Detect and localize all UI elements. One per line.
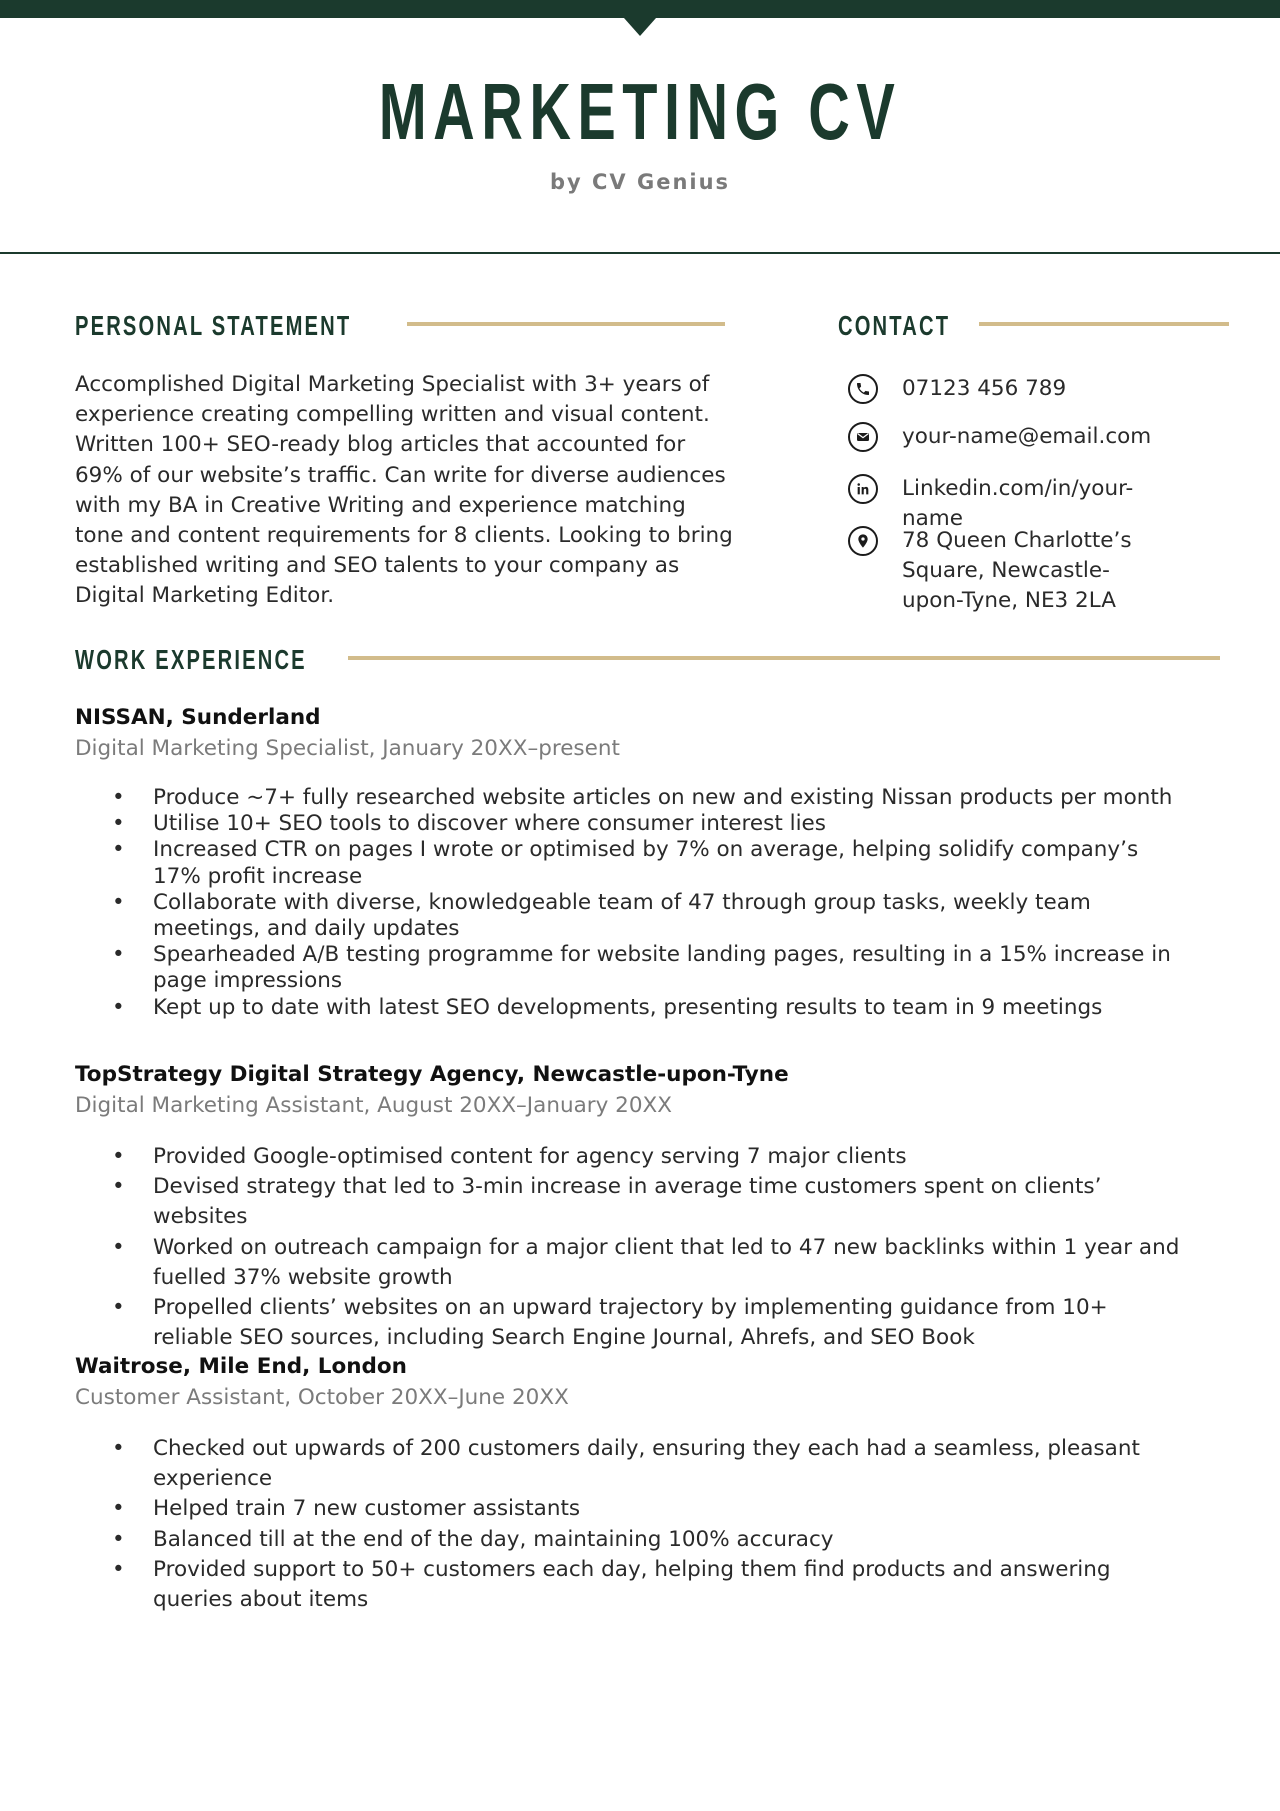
phone-icon [848, 374, 878, 404]
bullet-icon: • [112, 889, 125, 915]
job-bullet: • Propelled clients’ websites on an upward trajectory by implementing guidance from 10+ reliable SEO sources, including Search Engine Journal, Ahrefs, and SEO Book [112, 1295, 1108, 1351]
job-entry [75, 1352, 1225, 1615]
job-bullet: • Utilise 10+ SEO tools to discover where consumer interest lies [112, 811, 826, 837]
bullet-icon: • [112, 1526, 125, 1552]
bullet-icon: • [112, 1174, 125, 1200]
bullet-icon: • [112, 1295, 125, 1321]
contact-phone-text: 07123 456 789 [902, 376, 1067, 401]
job-role: Digital Marketing Assistant, August 20XX–January 20XX [75, 1093, 672, 1118]
page-subtitle: by CV Genius [549, 170, 731, 194]
personal-statement-heading: PERSONAL STATEMENT [75, 310, 352, 341]
personal-statement-rule [407, 322, 725, 326]
contact-address [848, 526, 1142, 617]
job-entry [75, 1060, 1225, 1353]
contact-linkedin-text: Linkedin.com/in/your-name [902, 476, 1134, 532]
job-bullet-list [75, 785, 1225, 1021]
work-experience-heading: WORK EXPERIENCE [75, 644, 307, 675]
job-bullet-list [75, 1434, 1225, 1615]
bullet-icon: • [112, 1496, 125, 1522]
job-bullet: • Balanced till at the end of the day, maintaining 100% accuracy [75, 1525, 1190, 1555]
banner-notch [624, 18, 656, 36]
email-icon [848, 422, 878, 452]
job-bullet: • Helped train 7 new customer assistants [75, 1494, 1190, 1524]
job-company: TopStrategy Digital Strategy Agency, Newcastle-upon-Tyne [75, 1062, 789, 1087]
contact-address-text: 78 Queen Charlotte’s Square, Newcastle-upon-Tyne, NE3 2LA [902, 528, 1132, 614]
contact-email[interactable] [848, 422, 1192, 452]
location-icon [848, 526, 878, 556]
job-bullet: • Provided Google-optimised content for agency serving 7 major clients [75, 1142, 1190, 1172]
contact-email-text: your-name@email.com [902, 424, 1152, 449]
job-bullet: • Worked on outreach campaign for a major client that led to 47 new backlinks within 1 year and fuelled 37% website growth [112, 1234, 1180, 1290]
job-company: NISSAN, Sunderland [75, 705, 321, 730]
bullet-icon: • [112, 994, 125, 1020]
job-role: Digital Marketing Specialist, January 20XX–present [75, 736, 620, 761]
job-entry [75, 703, 1225, 1021]
job-bullet: • Checked out upwards of 200 customers daily, ensuring they each had a seamless, pleasant experience [112, 1436, 1140, 1492]
header-divider [0, 252, 1280, 254]
linkedin-icon [848, 474, 878, 504]
bullet-icon: • [112, 1436, 125, 1461]
bullet-icon: • [112, 811, 125, 837]
page-title: MARKETING CV [378, 67, 902, 156]
job-bullet: • Provided support to 50+ customers each day, helping them find products and answering queries about items [112, 1556, 1111, 1613]
contact-phone[interactable] [848, 374, 1192, 404]
job-bullet: • Kept up to date with latest SEO developments, presenting results to team in 9 meetings [112, 994, 1103, 1020]
job-company: Waitrose, Mile End, London [75, 1354, 407, 1379]
bullet-icon: • [112, 837, 125, 863]
contact-rule [979, 322, 1229, 326]
job-bullet: • Increased CTR on pages I wrote or optimised by 7% on average, helping solidify company’s 17% profit increase [112, 837, 1139, 889]
bullet-icon: • [112, 785, 125, 810]
job-bullet: • Collaborate with diverse, knowledgeable team of 47 through group tasks, weekly team meetings, and daily updates [112, 889, 1091, 942]
personal-statement-text: Accomplished Digital Marketing Specialist with 3+ years of experience creating compelling written and visual content. Written 100+ SEO-ready blog articles that accounted for 69% of our website’s traffic. Can write for diverse audiences with my BA in Creative Writing and experience matching tone and content requirements for 8 clients. Looking to bring established writing and SEO talents to your company as Digital Marketing Editor. [75, 372, 733, 609]
job-bullet: • Devised strategy that led to 3-min increase in average time customers spent on clients’ websites [112, 1174, 1102, 1230]
bullet-icon: • [112, 1234, 125, 1260]
bullet-icon: • [112, 1556, 125, 1582]
job-role: Customer Assistant, October 20XX–June 20XX [75, 1385, 569, 1410]
work-experience-rule [348, 656, 1220, 660]
job-bullet: • Spearheaded A/B testing programme for website landing pages, resulting in a 15% increase in page impressions [112, 942, 1171, 994]
contact-heading: CONTACT [838, 310, 951, 341]
job-bullet: • Produce ~7+ fully researched website articles on new and existing Nissan products per month [112, 785, 1173, 810]
job-bullet-list [75, 1142, 1225, 1353]
top-banner-bar [0, 0, 1280, 18]
bullet-icon: • [112, 1144, 125, 1169]
bullet-icon: • [112, 942, 125, 968]
